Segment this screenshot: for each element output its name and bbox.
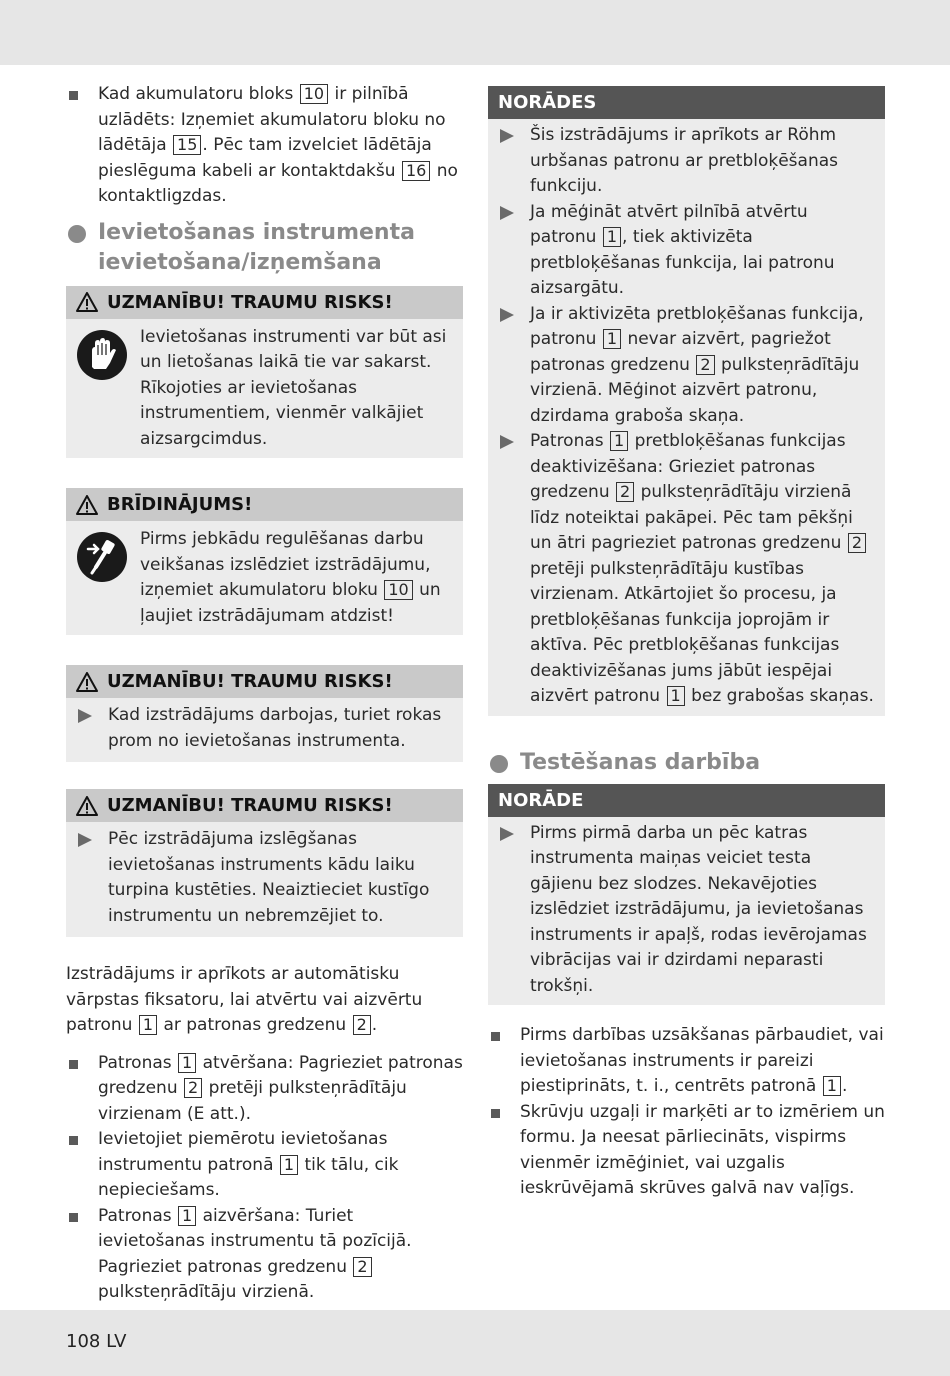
reference-number: 2 [353,1257,371,1277]
reference-number: 1 [178,1053,196,1073]
arrow-bullet-icon [500,827,514,841]
list-item: Ja ir aktivizēta pretbloķēšanas funkcija, patronu 1 nevar aizvērt, pagriežot patronas gredzenu 2 pulksteņrādītāju virzienā. Mēģinot aizvērt patronu, dzirdama graboša skaņa. [488,302,875,430]
reference-number: 2 [848,533,866,553]
warning-box [66,286,463,459]
reference-number: 2 [353,1015,371,1035]
warning-box-header: UZMANĪBU! TRAUMU RISKS! [66,665,463,698]
list-item: Ja mēģināt atvērt pilnībā atvērtu patronu 1 , tiek aktivizēta pretbloķēšanas funkcija, lai patronu aizsargātu. [488,200,875,302]
warning-box-header: UZMANĪBU! TRAUMU RISKS! [66,789,463,822]
reference-number: 1 [823,1076,841,1096]
reference-number: 10 [300,84,328,104]
left-column [66,80,463,1306]
header-band [0,0,950,65]
arrow-bullet-icon [500,435,514,449]
bullet-square-icon [491,1032,500,1041]
warning-box [66,665,463,762]
list-item: Patronas 1 aizvēršana: Turiet ievietošanas instrumentu tā pozīcijā. Pagrieziet patronas gredzenu 2 pulksteņrādītāju virzienā. [66,1204,463,1306]
bullet-square-icon [69,1136,78,1145]
notes-box-header: NORĀDES [488,86,885,119]
list-item: Pirms darbības uzsākšanas pārbaudiet, vai ievietošanas instruments ir pareizi piestiprināts, t. i., centrēts patronā 1 . [488,1023,885,1100]
reference-number: 1 [603,329,621,349]
bullet-square-icon [491,1109,500,1118]
reference-number: 2 [696,355,714,375]
note-box [488,784,885,1006]
reference-number: 16 [402,161,430,181]
section-heading: Ievietošanas instrumenta ievietošana/izņemšana [66,218,463,278]
warning-triangle-icon [76,495,98,515]
list-item: Šis izstrādājums ir aprīkots ar Röhm urbšanas patronu ar pretbloķēšanas funkciju. [488,123,875,200]
warning-triangle-icon [76,672,98,692]
reference-number: 1 [139,1015,157,1035]
section-heading: Testēšanas darbība [488,748,885,778]
right-column [488,86,885,1202]
list-item: Kad izstrādājums darbojas, turiet rokas prom no ievietošanas instrumenta. [66,703,453,754]
arrow-bullet-icon [78,833,92,847]
bullet-square-icon [69,1060,78,1069]
list-item: Patronas 1 pretbloķēšanas funkcijas deaktivizēšana: Grieziet patronas gredzenu 2 pulksteņrādītāju virzienā līdz noteiktai pakāpei. Pēc tam pēkšņi un ātri pagrieziet patronas gredzenu 2 pretēji pulksteņrādītāju kustības virzienam. Atkārtojiet šo procesu, ja pretbloķēšanas funkcija joprojām ir aktīva. Pēc pretbloķēšanas funkcijas deaktivizēšanas jums jābūt iespējai aizvērt patronu 1 bez grabošas skaņas. [488,429,875,710]
arrow-bullet-icon [500,206,514,220]
heading-dot-icon [490,755,508,773]
reference-number: 1 [667,686,685,706]
reference-number: 10 [384,580,412,600]
footer-band [0,1310,950,1376]
reference-number: 1 [610,431,628,451]
reference-number: 15 [173,135,201,155]
warning-box-header: BRĪDINĀJUMS! [66,488,463,521]
list-item: Pirms pirmā darba un pēc katras instrumenta maiņas veiciet testa gājienu bez slodzes. Nekavējoties izslēdziet izstrādājumu, ja ievietošanas instruments ir apaļš, rodas ievērojamas vibrācijas vai ir dzirdami neparasti trokšņi. [488,821,875,1000]
bullet-square-icon [69,91,78,100]
warning-box-body [66,698,463,762]
notes-box-body [488,119,885,716]
note-box-body [488,817,885,1006]
paragraph: Izstrādājums ir aprīkots ar automātisku vārpstas fiksatoru, lai atvērtu vai aizvērtu patronu 1 ar patronas gredzenu 2 . [66,964,423,1035]
warning-box-body: Ievietošanas instrumenti var būt asi un lietošanas laikā tie var sakarst. Rīkojoties ar ievietošanas instrumentiem, vienmēr valkājiet aizsargcimdus. [66,319,463,459]
warning-triangle-icon [76,292,98,312]
warning-triangle-icon [76,796,98,816]
reference-number: 1 [178,1206,196,1226]
note-box-header: NORĀDE [488,784,885,817]
reference-number: 1 [603,227,621,247]
heading-dot-icon [68,225,86,243]
warning-box [66,488,463,635]
list-item: Patronas 1 atvēršana: Pagrieziet patronas gredzenu 2 pretēji pulksteņrādītāju virzienam (E att.). [66,1051,463,1128]
warning-box-header: UZMANĪBU! TRAUMU RISKS! [66,286,463,319]
list-item: Kad akumulatoru bloks 10 ir pilnībā uzlādēts: Izņemiet akumulatoru bloku no lādētāja 15 . Pēc tam izvelciet lādētāja pieslēguma kabeli ar kontaktdakšu 16 no kontaktligzdas. [66,82,463,210]
notes-box [488,86,885,716]
list-item: Ievietojiet piemērotu ievietošanas instrumentu patronā 1 tik tālu, cik nepieciešams. [66,1127,463,1204]
gloves-icon [76,329,128,381]
arrow-bullet-icon [500,308,514,322]
warning-box-body [66,822,463,937]
warning-box [66,789,463,937]
page-number: 108 LV [66,1331,127,1352]
arrow-bullet-icon [500,129,514,143]
arrow-bullet-icon [78,709,92,723]
warning-box-body: Pirms jebkādu regulēšanas darbu veikšanas izslēdziet izstrādājumu, izņemiet akumulatoru bloku 10 un ļaujiet izstrādājumam atdzist! [66,521,463,635]
bullet-square-icon [69,1213,78,1222]
reference-number: 2 [616,482,634,502]
reference-number: 2 [184,1078,202,1098]
list-item: Skrūvju uzgaļi ir marķēti ar to izmēriem un formu. Ja neesat pārliecināts, vispirms vienmēr izmēģiniet, vai uzgalis ieskrūvējamā skrūves galvā nav vaļīgs. [488,1100,885,1202]
unplug-icon [76,531,128,583]
reference-number: 1 [280,1155,298,1175]
list-item: Pēc izstrādājuma izslēgšanas ievietošanas instruments kādu laiku turpina kustēties. Neaiztieciet kustīgo instrumentu un nebremzējiet to. [66,827,453,929]
